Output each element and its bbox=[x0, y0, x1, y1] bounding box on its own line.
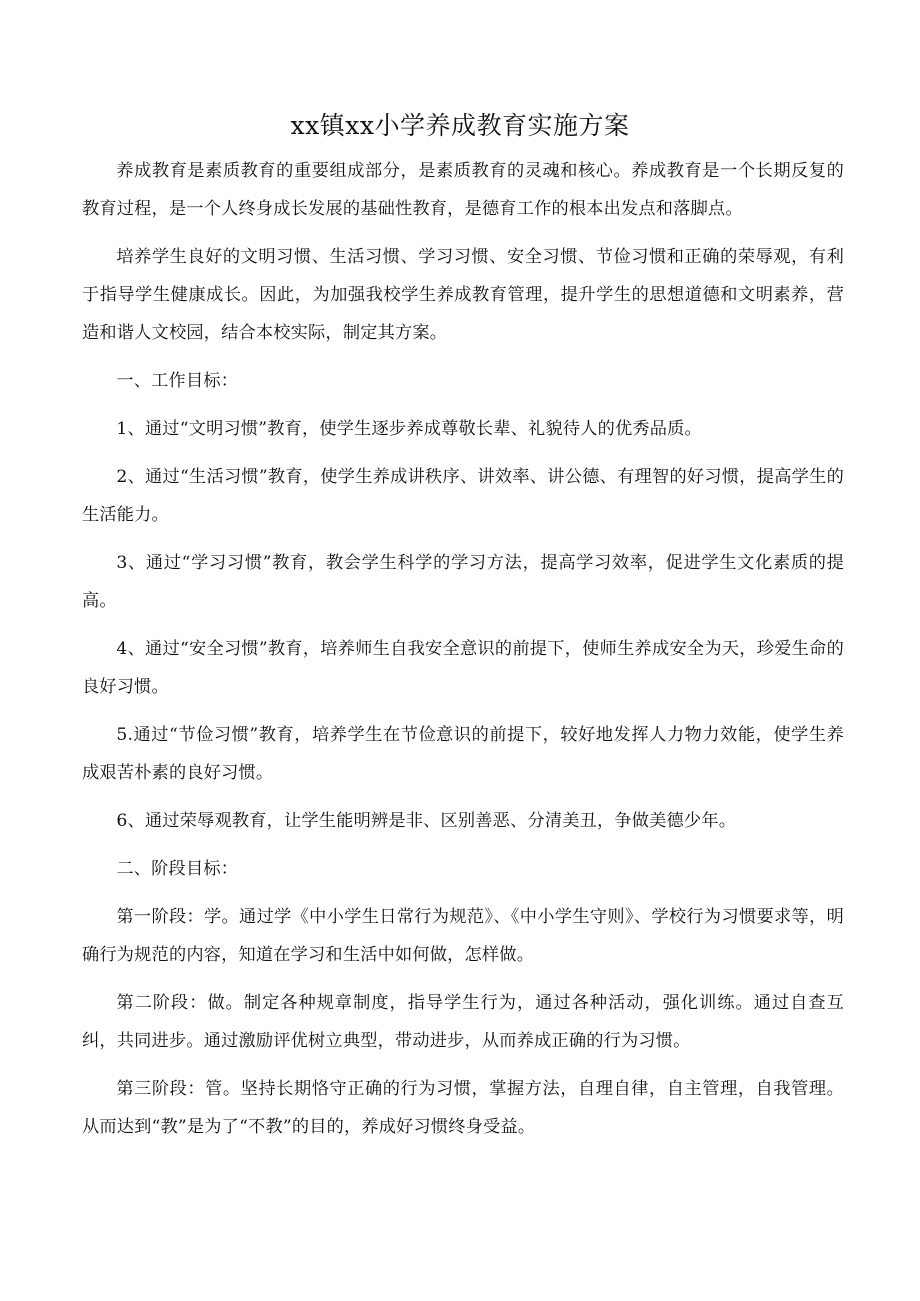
goal-item: 1、通过“文明习惯”教育，使学生逐步养成尊敬长辈、礼貌待人的优秀品质。 bbox=[116, 419, 702, 439]
section-heading-work-goals: 一、工作目标： bbox=[116, 371, 239, 391]
document-body bbox=[82, 152, 844, 1156]
goal-item: 5.通过“节俭习惯”教育，培养学生在节俭意识的前提下，较好地发挥人力物力效能，使学生养成艰苦朴素的良好习惯。 bbox=[82, 725, 844, 783]
stage-item: 第二阶段：做。制定各种规章制度，指导学生行为，通过各种活动，强化训练。通过自查互纠，共同进步。通过激励评优树立典型，带动进步，从而养成正确的行为习惯。 bbox=[82, 993, 844, 1051]
document-title: xx镇xx小学养成教育实施方案 bbox=[290, 111, 630, 140]
goal-item: 4、通过“安全习惯”教育，培养师生自我安全意识的前提下，使师生养成安全为天，珍爱生命的良好习惯。 bbox=[82, 639, 844, 697]
goal-item: 3、通过“学习习惯”教育，教会学生科学的学习方法，提高学习效率，促进学生文化素质的提高。 bbox=[82, 553, 844, 611]
goal-item: 6、通过荣辱观教育，让学生能明辨是非、区别善恶、分清美丑，争做美德少年。 bbox=[116, 811, 737, 831]
paragraph-intro: 养成教育是素质教育的重要组成部分，是素质教育的灵魂和核心。养成教育是一个长期反复的教育过程，是一个人终身成长发展的基础性教育，是德育工作的根本出发点和落脚点。 bbox=[82, 161, 844, 219]
paragraph-purpose: 培养学生良好的文明习惯、生活习惯、学习习惯、安全习惯、节俭习惯和正确的荣辱观，有利于指导学生健康成长。因此，为加强我校学生养成教育管理，提升学生的思想道德和文明素养，营造和谐人文校园，结合本校实际，制定其方案。 bbox=[82, 247, 844, 343]
goal-item: 2、通过“生活习惯”教育，使学生养成讲秩序、讲效率、讲公德、有理智的好习惯，提高学生的生活能力。 bbox=[82, 467, 844, 525]
stage-item: 第三阶段：管。坚持长期恪守正确的行为习惯，掌握方法，自理自律，自主管理，自我管理。从而达到“教”是为了“不教”的目的，养成好习惯终身受益。 bbox=[82, 1079, 844, 1137]
section-heading-stage-goals: 二、阶段目标： bbox=[116, 859, 239, 879]
stage-item: 第一阶段：学。通过学《中小学生日常行为规范》、《中小学生守则》、学校行为习惯要求等，明确行为规范的内容，知道在学习和生活中如何做，怎样做。 bbox=[82, 907, 844, 965]
